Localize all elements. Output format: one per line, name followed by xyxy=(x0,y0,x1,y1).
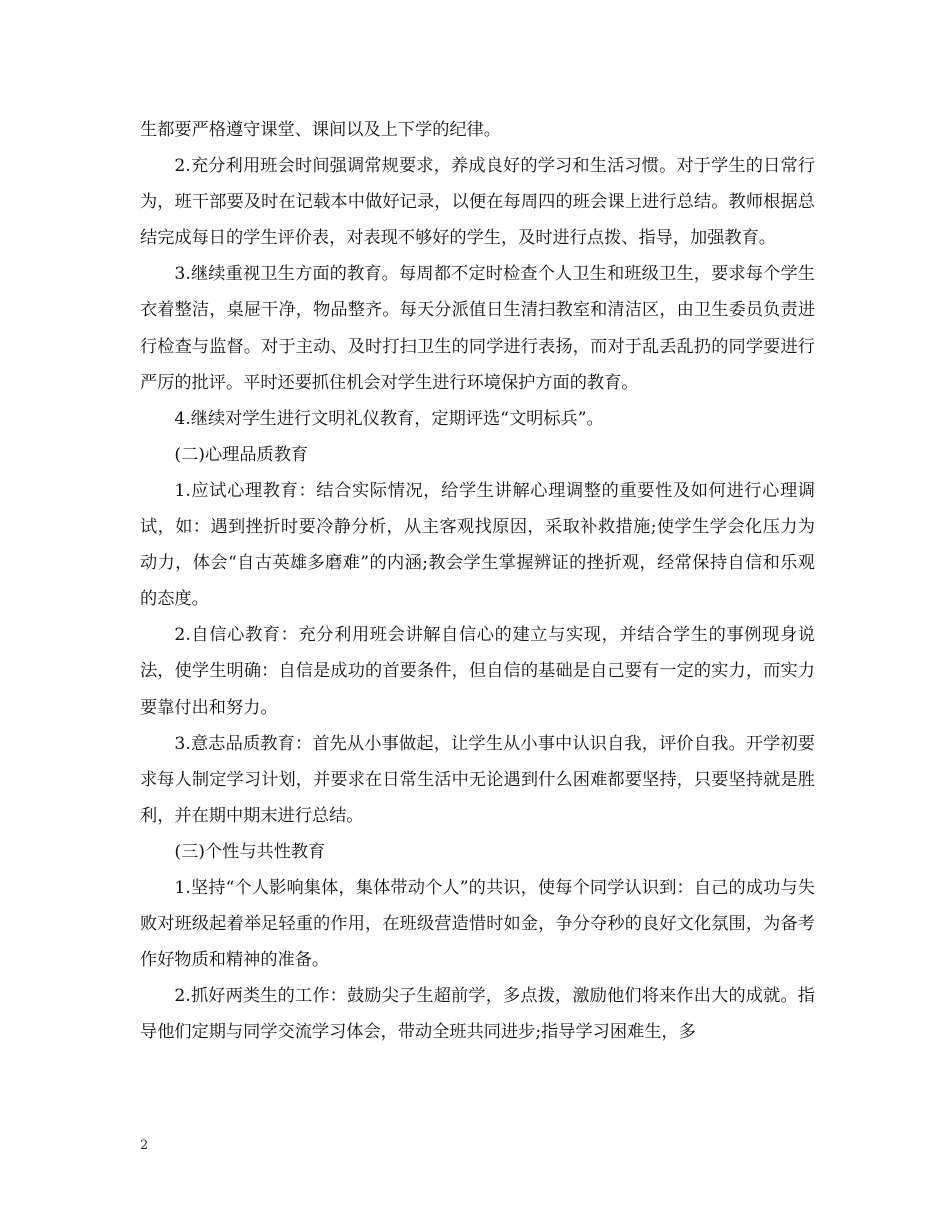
page-number: 2 xyxy=(140,1138,149,1153)
paragraph-collective-consensus: 1.坚持“个人影响集体，集体带动个人”的共识，使每个同学认识到：自己的成功与失败对班级起着举足轻重的作用，在班级营造惜时如金，争分夺秒的良好文化氛围，为备考作好物质和精神的准备。 xyxy=(140,877,815,971)
document-body xyxy=(140,112,815,1050)
paragraph-continuation: 生都要严格遵守课堂、课间以及上下学的纪律。 xyxy=(140,120,501,140)
paragraph-etiquette-education: 4.继续对学生进行文明礼仪教育，定期评选“文明标兵”。 xyxy=(174,408,604,429)
paragraph-willpower-education: 3.意志品质教育：首先从小事做起，让学生从小事中认识自我，评价自我。开学初要求每人制定学习计划，并要求在日常生活中无论遇到什么困难都要坚持，只要坚持就是胜利，并在期中期末进行总结。 xyxy=(140,733,815,826)
section-heading-psychology: (二)心理品质教育 xyxy=(174,444,309,465)
paragraph-hygiene-education: 3.继续重视卫生方面的教育。每周都不定时检查个人卫生和班级卫生，要求每个学生衣着整洁，桌屉干净，物品整齐。每天分派值日生清扫教室和清洁区，由卫生委员负责进行检查与监督。对于主动、及时打扫卫生的同学进行表扬，而对于乱丢乱扔的同学要进行严厉的批评。平时还要抓住机会对学生进行环境保护方面的教育。 xyxy=(140,264,815,393)
paragraph-routine-requirements: 2.充分利用班会时间强调常规要求，养成良好的学习和生活习惯。对于学生的日常行为，班干部要及时在记载本中做好记录，以便在每周四的班会课上进行总结。教师根据总结完成每日的学生评价表，对表现不够好的学生，及时进行点拨、指导，加强教育。 xyxy=(140,156,815,249)
section-heading-individuality: (三)个性与共性教育 xyxy=(174,841,326,862)
paragraph-exam-psychology: 1.应试心理教育：结合实际情况，给学生讲解心理调整的重要性及如何进行心理调试，如：遇到挫折时要冷静分析，从主客观找原因，采取补救措施;使学生学会化压力为动力，体会“自古英雄多磨难”的内涵;教会学生掌握辨证的挫折观，经常保持自信和乐观的态度。 xyxy=(140,480,815,610)
paragraph-two-student-types: 2.抓好两类生的工作：鼓励尖子生超前学，多点拨，激励他们将来作出大的成就。指导他们定期与同学交流学习体会，带动全班共同进步;指导学习困难生，多 xyxy=(140,986,815,1043)
paragraph-confidence-education: 2.自信心教育：充分利用班会讲解自信心的建立与实现，并结合学生的事例现身说法，使学生明确：自信是成功的首要条件，但自信的基础是自己要有一定的实力，而实力要靠付出和努力。 xyxy=(140,625,815,718)
